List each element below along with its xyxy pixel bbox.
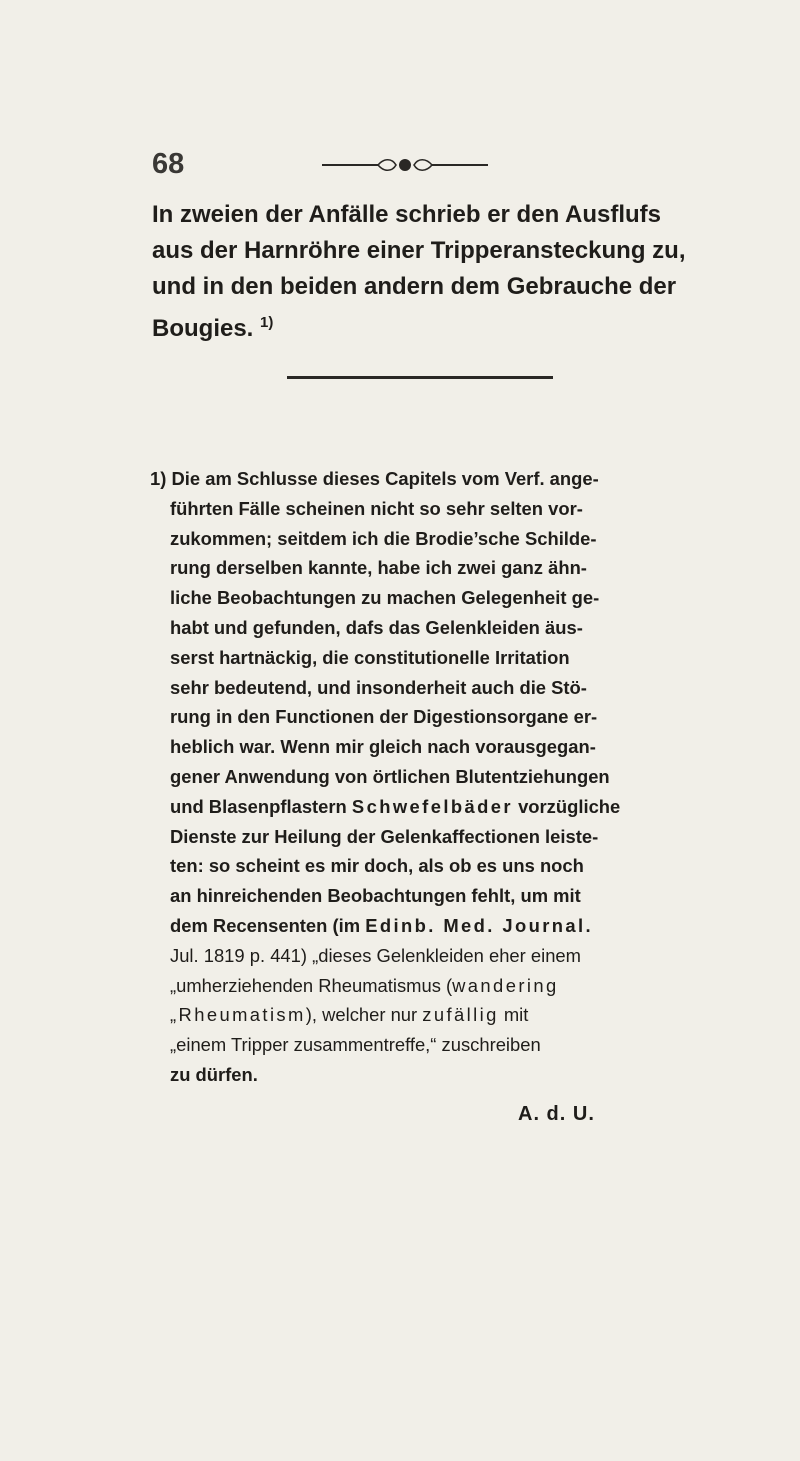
page-number: 68 <box>152 148 185 180</box>
main-line <box>152 305 762 347</box>
footnote-line <box>150 971 770 1001</box>
footnote-line: führten Fälle scheinen nicht so sehr selten vor- <box>170 497 583 519</box>
main-line: In zweien der Anfälle schrieb er den Ausflufs <box>152 201 662 228</box>
footnote-divider <box>287 376 553 379</box>
decorative-ornament-icon <box>320 154 490 176</box>
footnote-line: rung derselben kannte, habe ich zwei ganz ähn- <box>170 557 587 579</box>
footnote-line: heblich war. Wenn mir gleich nach vorausgegan- <box>170 736 596 758</box>
footnote-signature: A. d. U. <box>518 1102 595 1125</box>
main-line: aus der Harnröhre einer Tripperansteckung zu, <box>152 237 686 264</box>
footnote-line <box>150 1000 770 1030</box>
footnote-line: „einem Tripper zusammentreffe,“ zuschreiben <box>170 1034 541 1056</box>
footnote-marker: 1) <box>150 468 167 489</box>
footnote-line: sehr bedeutend, und insonderheit auch die Stö- <box>170 676 587 698</box>
footnote-line-text: „umherziehenden Rheumatismus ( <box>170 974 453 996</box>
footnote-line <box>150 911 770 941</box>
footnote-line-text: dem Recensenten (im <box>170 914 361 936</box>
footnote-line: Jul. 1819 p. 441) „dieses Gelenkleiden eher einem <box>170 944 581 966</box>
footnote-line: Dienste zur Heilung der Gelenkaffectionen leiste- <box>170 825 599 847</box>
footnote-line <box>150 792 770 822</box>
emphasized-term: wandering <box>452 974 559 996</box>
footnote-line: ten: so scheint es mir doch, als ob es uns noch <box>170 855 584 877</box>
main-line-text: Bougies. <box>152 315 254 342</box>
footnote <box>150 464 770 1130</box>
footnote-line-text: mit <box>503 1004 529 1026</box>
footnote-line: serst hartnäckig, die constitutionelle Irritation <box>170 646 570 668</box>
footnote-reference: 1) <box>260 314 274 331</box>
footnote-line: an hinreichenden Beobachtungen fehlt, um mit <box>170 885 581 907</box>
footnote-line <box>150 464 770 494</box>
footnote-line-text: Die am Schlusse dieses Capitels vom Verf. ange- <box>171 468 599 489</box>
footnote-line: rung in den Functionen der Digestionsorgane er- <box>170 706 598 728</box>
footnote-line: gener Anwendung von örtlichen Blutentziehungen <box>170 765 610 787</box>
footnote-line: zu dürfen. <box>170 1063 258 1085</box>
footnote-line: habt und gefunden, dafs das Gelenkleiden äus- <box>170 616 583 638</box>
main-line: und in den beiden andern dem Gebrauche der <box>152 273 677 300</box>
footnote-line: zukommen; seitdem ich die Brodie’sche Schilde- <box>170 527 597 549</box>
journal-name: Edinb. Med. Journal. <box>365 914 594 936</box>
emphasized-term: Schwefelbäder <box>351 795 513 817</box>
footnote-line: liche Beobachtungen zu machen Gelegenheit ge- <box>170 587 600 609</box>
emphasized-term: zufällig <box>422 1004 499 1026</box>
footnote-line-text: ), welcher nur <box>305 1004 418 1026</box>
main-paragraph <box>152 197 762 347</box>
footnote-line-text: vorzügliche <box>518 795 621 817</box>
emphasized-term: „Rheumatism <box>170 1004 306 1026</box>
footnote-line-text: und Blasenpflastern <box>170 795 347 817</box>
